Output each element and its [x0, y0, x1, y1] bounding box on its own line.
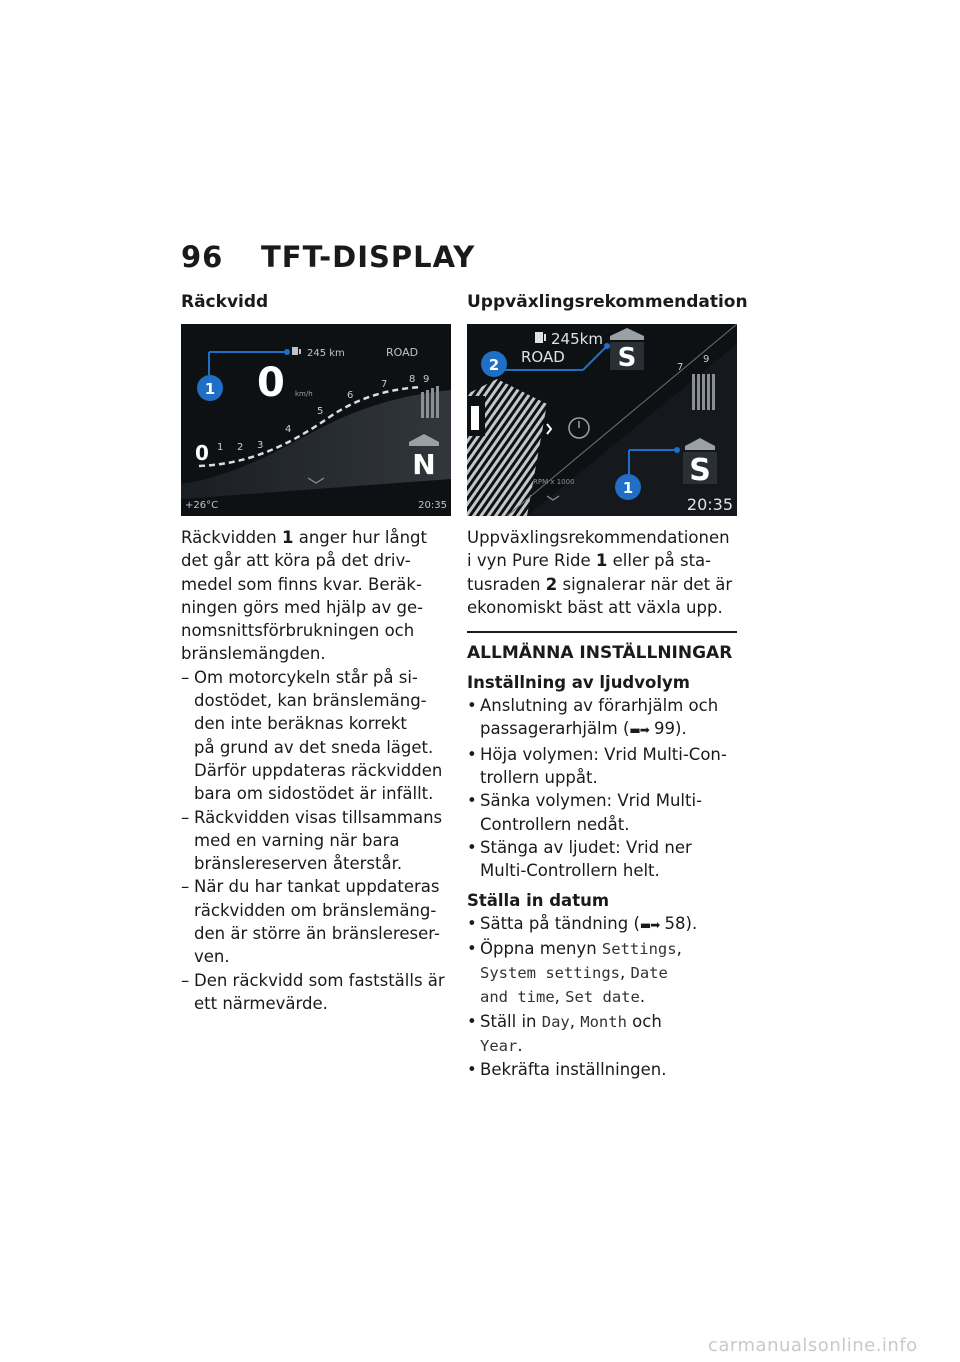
- field-month: Month: [580, 1012, 627, 1031]
- rpm-tick: 2: [237, 442, 244, 453]
- list-item: • Ställ in Day, Month och Year.: [467, 1010, 737, 1059]
- page-reference-arrow-icon: ▬➡: [639, 917, 660, 932]
- callout-1: 1: [622, 479, 634, 497]
- menu-settings: Settings: [601, 939, 677, 958]
- list-item: • Anslutning av förarhjälm och passagerarhjälm (▬➡ 99).: [467, 694, 737, 743]
- rpm-tick: 5: [317, 406, 324, 417]
- range-notes-list: [181, 666, 451, 1015]
- list-item: • Öppna menyn Settings, System settings, Date and time, Set date.: [467, 937, 737, 1010]
- field-day: Day: [541, 1012, 570, 1031]
- riding-mode: ROAD: [521, 348, 565, 366]
- date-heading: Ställa in datum: [467, 890, 610, 910]
- chapter-title: TFT-DISPLAY: [261, 240, 476, 274]
- watermark: carmanualsonline.info: [708, 1335, 918, 1356]
- list-item: – Den räckvidd som fastställs är ett närmevärde.: [181, 969, 451, 1016]
- menu-date: Date: [630, 964, 668, 983]
- rpm-tick: 9: [423, 374, 430, 385]
- fuel-range: 245km: [551, 330, 603, 348]
- left-column: [181, 290, 451, 1015]
- volume-list: [467, 694, 737, 882]
- date-list: [467, 912, 737, 1082]
- callout-2: 2: [488, 356, 500, 374]
- list-item: – Räckvidden visas tillsammans med en varning när bara bränslereserven återstår.: [181, 806, 451, 876]
- callout-ref-2: 2: [545, 574, 558, 594]
- page-header: [181, 240, 475, 280]
- rpm-tick: 7: [677, 362, 684, 373]
- range-paragraph: Räckvidden 1 anger hur långt det går att köra på det driv- medel som finns kvar. Beräk- ningen görs med hjälp av ge- nomsnittsförbrukningen och bränslemängden.: [181, 528, 427, 664]
- shift-paragraph: Uppväxlingsrekommendationen i vyn Pure Ride 1 eller på sta- tusraden 2 signalerar när det är ekonomiskt bäst att växla upp.: [467, 528, 733, 617]
- page-reference-arrow-icon: ▬➡: [629, 723, 649, 738]
- section-title: ALLMÄNNA INSTÄLLNINGAR: [467, 643, 733, 664]
- list-item: • Stänga av ljudet: Vrid ner Multi-Controllern helt.: [467, 836, 737, 883]
- rpm-tick: 7: [381, 379, 388, 390]
- clock-time: 20:35: [418, 500, 447, 511]
- callout-ref-1: 1: [595, 551, 608, 571]
- callout-ref-1: 1: [282, 528, 294, 547]
- speed-readout: 0: [257, 360, 285, 406]
- gear-indicator: N: [412, 448, 436, 481]
- rpm-tick: 4: [285, 424, 292, 435]
- range-display-figure: [181, 324, 451, 516]
- right-column: [467, 290, 748, 1082]
- gear-readout-small: 0: [195, 441, 209, 465]
- menu-set-date: Set date: [565, 988, 640, 1007]
- shift-heading: Uppväxlingsrekommendation: [467, 292, 748, 312]
- shift-display-figure: [467, 324, 737, 516]
- rpm-tick: 8: [409, 374, 416, 385]
- info-icon: [471, 406, 479, 430]
- shift-indicator-status: S: [617, 343, 637, 373]
- range-heading: Räckvidd: [181, 292, 269, 312]
- fuel-range: 245 km: [307, 348, 345, 359]
- rpm-tick: 6: [347, 390, 354, 401]
- rpm-tick: 3: [257, 440, 264, 451]
- speed-unit: km/h: [295, 390, 313, 398]
- volume-heading: Inställning av ljudvolym: [467, 673, 690, 693]
- menu-system-settings: System settings: [480, 964, 620, 983]
- callout-1: 1: [204, 380, 216, 398]
- list-item: – Om motorcykeln står på si- dostödet, kan bränslemäng- den inte beräknas korrekt på grund av det sneda läget. Därför uppdateras räckvidden bara om sidostödet är infällt.: [181, 666, 451, 806]
- rpm-tick: 9: [703, 354, 710, 365]
- rpm-label: RPM x 1000: [533, 478, 575, 486]
- shift-indicator-pure-ride: S: [689, 453, 711, 488]
- menu-and-time: and time: [480, 988, 555, 1007]
- list-item: • Sätta på tändning (▬➡ 58).: [467, 912, 737, 937]
- list-item: • Höja volymen: Vrid Multi-Con- trollern uppåt.: [467, 743, 737, 790]
- list-item: • Sänka volymen: Vrid Multi- Controllern nedåt.: [467, 789, 737, 836]
- clock-time: 20:35: [686, 495, 733, 514]
- ambient-temperature: +26°C: [185, 500, 219, 511]
- list-item: – När du har tankat uppdateras räckvidden om bränslemäng- den är större än bränslereser- ven.: [181, 875, 451, 968]
- rpm-tick: 1: [217, 442, 224, 453]
- page-number: 96: [181, 240, 224, 274]
- field-year: Year: [480, 1037, 518, 1056]
- riding-mode: ROAD: [386, 346, 419, 359]
- section-divider: [467, 631, 737, 633]
- list-item: • Bekräfta inställningen.: [467, 1058, 737, 1081]
